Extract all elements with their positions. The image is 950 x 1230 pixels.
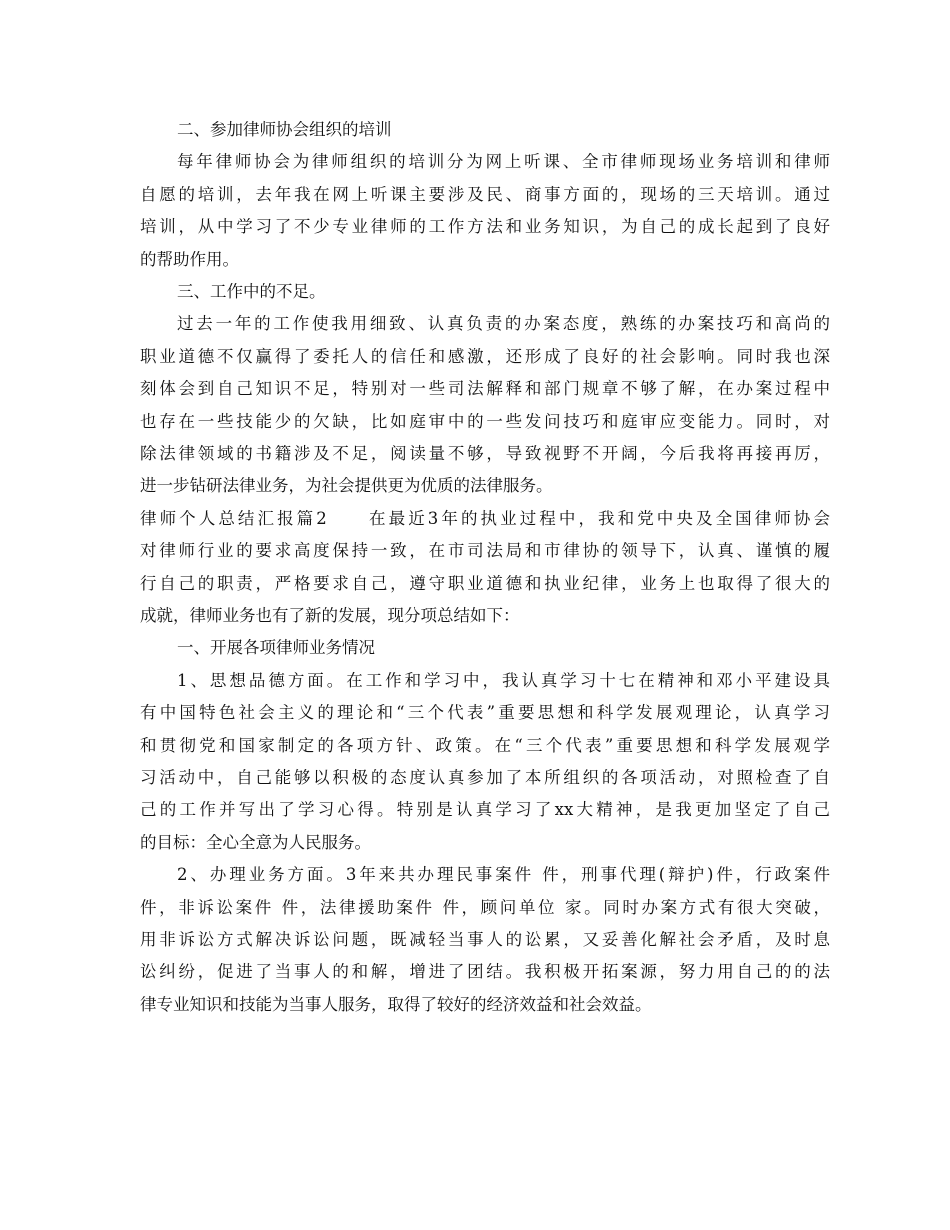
- text-line: 1、思想品德方面。在工作和学习中，我认真学习十七在精神和邓小平建设具: [177, 670, 830, 690]
- text-line: 对律师行业的要求高度保持一致，在市司法局和市律协的领导下，认真、谨慎的履: [140, 541, 830, 561]
- text-line: 过去一年的工作使我用细致、认真负责的办案态度，熟练的办案技巧和高尚的: [177, 314, 830, 334]
- text-line: 和贯彻党和国家制定的各项方针、政策。在“三个代表”重要思想和科学发展观学: [140, 735, 830, 755]
- text-line: 一、开展各项律师业务情况: [177, 638, 375, 658]
- text-line: 有中国特色社会主义的理论和“三个代表”重要思想和科学发展观理论，认真学习: [140, 703, 830, 723]
- text-line: 律师个人总结汇报篇2 在最近3年的执业过程中，我和党中央及全国律师协会: [140, 508, 830, 528]
- text-line: 用非诉讼方式解决诉讼问题，既减轻当事人的讼累，又妥善化解社会矛盾，及时息: [140, 930, 830, 949]
- text-line: 刻体会到自己知识不足，特别对一些司法解释和部门规章不够了解，在办案过程中: [140, 379, 830, 399]
- text-line: 培训，从中学习了不少专业律师的工作方法和业务知识，为自己的成长起到了良好: [140, 217, 830, 237]
- text-line: 2、办理业务方面。3年来共办理民事案件 件，刑事代理(辩护)件，行政案件: [177, 865, 830, 885]
- text-line: 件，非诉讼案件 件，法律援助案件 件，顾问单位 家。同时办案方式有很大突破，: [140, 897, 830, 917]
- text-line: 的目标：全心全意为人民服务。: [140, 832, 371, 852]
- text-line: 也存在一些技能少的欠缺，比如庭审中的一些发问技巧和庭审应变能力。同时，对: [140, 411, 830, 431]
- text-line: 自愿的培训，去年我在网上听课主要涉及民、商事方面的，现场的三天培训。通过: [140, 184, 830, 204]
- text-line: 成就，律师业务也有了新的发展，现分项总结如下：: [140, 606, 520, 625]
- text-line: 职业道德不仅赢得了委托人的信任和感激，还形成了良好的社会影响。同时我也深: [140, 346, 830, 366]
- text-line: 讼纠纷，促进了当事人的和解，增进了团结。我积极开拓案源，努力用自己的的法: [140, 962, 830, 982]
- text-line: 每年律师协会为律师组织的培训分为网上听课、全市律师现场业务培训和律师: [177, 152, 830, 172]
- text-line: 的帮助作用。: [140, 249, 239, 269]
- text-line: 行自己的职责，严格要求自己，遵守职业道德和执业纪律，业务上也取得了很大的: [140, 573, 830, 593]
- text-line: 除法律领域的书籍涉及不足，阅读量不够，导致视野不开阔，今后我将再接再厉，: [140, 444, 830, 463]
- text-line: 二、参加律师协会组织的培训: [177, 120, 392, 139]
- text-line: 己的工作并写出了学习心得。特别是认真学习了xx大精神，是我更加坚定了自己: [140, 800, 830, 820]
- text-line: 律专业知识和技能为当事人服务，取得了较好的经济效益和社会效益。: [140, 994, 652, 1014]
- text-line: 习活动中，自己能够以积极的态度认真参加了本所组织的各项活动，对照检查了自: [140, 768, 830, 787]
- text-line: 进一步钻研法律业务，为社会提供更为优质的法律服务。: [140, 476, 553, 496]
- text-line: 三、工作中的不足。: [177, 282, 326, 301]
